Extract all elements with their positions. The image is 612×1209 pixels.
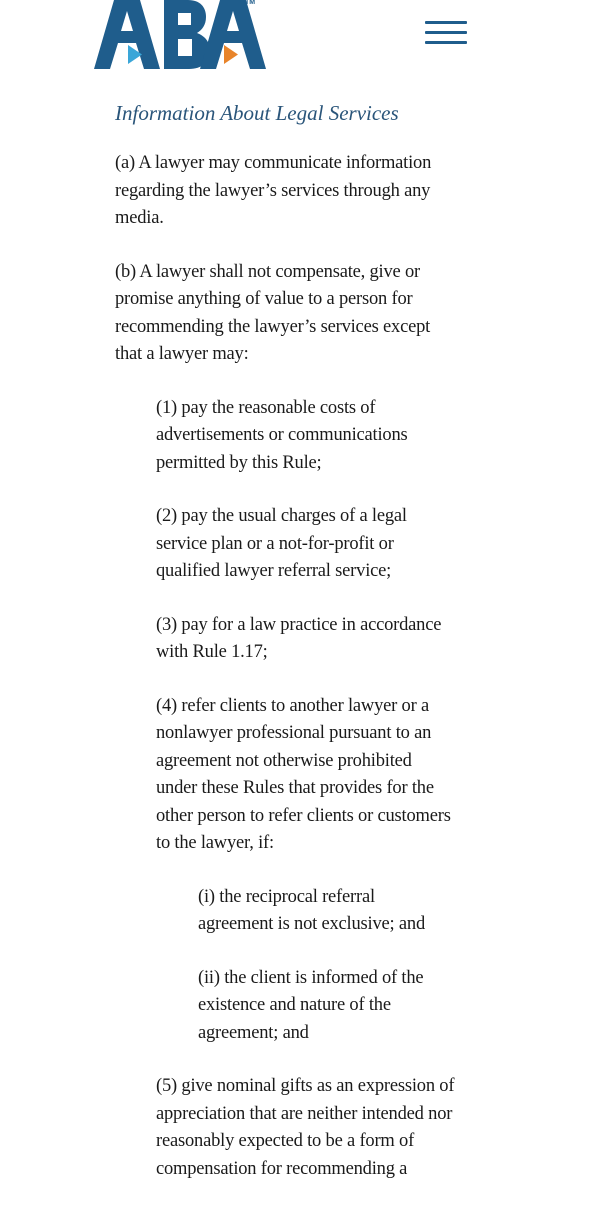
aba-logo[interactable] — [94, 0, 266, 72]
rule-paragraph-a: (a) A lawyer may communicate information regarding the lawyer’s services through any media. — [115, 153, 432, 228]
rule-subitem-b4i: (i) the reciprocal referral agreement is not exclusive; and — [198, 886, 426, 934]
rule-item-b2: (2) pay the usual charges of a legal service plan or a not-for-profit or qualified lawyer referral service; — [156, 506, 407, 581]
rule-item-b5: (5) give nominal gifts as an expression of appreciation that are neither intended nor reasonably expected to be a form of compensation for recommending a — [156, 1076, 455, 1179]
rule-item-b3: (3) pay for a law practice in accordance with Rule 1.17; — [156, 614, 442, 662]
rule-paragraph-b: (b) A lawyer shall not compensate, give or promise anything of value to a person for recommending the lawyer’s services except that a lawyer may: — [115, 261, 431, 364]
menu-bar-bottom — [425, 41, 467, 44]
hamburger-menu-icon[interactable] — [423, 19, 469, 49]
page-title: Information About Legal Services — [115, 101, 399, 125]
rule-content — [115, 98, 475, 1209]
rule-subitem-b4ii: (ii) the client is informed of the existence and nature of the agreement; and — [198, 967, 424, 1043]
site-header — [0, 0, 612, 80]
rule-item-b1: (1) pay the reasonable costs of advertisements or communications permitted by this Rule; — [156, 397, 408, 473]
menu-bar-top — [425, 21, 467, 24]
menu-bar-middle — [425, 31, 467, 34]
rule-item-b4: (4) refer clients to another lawyer or a nonlawyer professional pursuant to an agreement not otherwise prohibited under these Rules that provides for the other person to refer clients or customers to the lawyer, if: — [156, 695, 451, 853]
trademark-symbol: TM — [245, 0, 256, 6]
aba-logo-graphic — [94, 0, 266, 72]
